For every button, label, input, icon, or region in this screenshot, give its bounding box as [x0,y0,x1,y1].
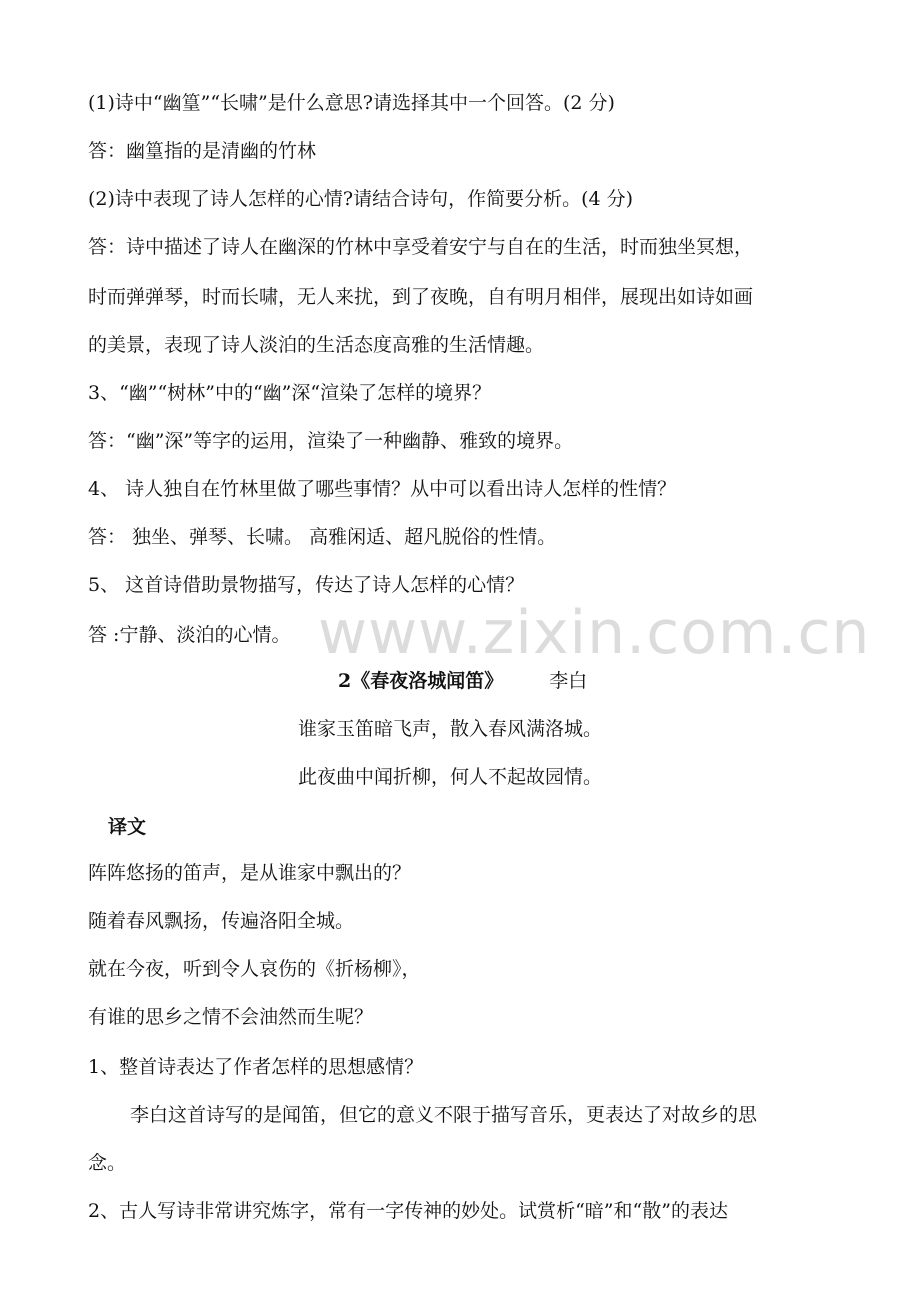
translation-heading: 译文 [108,816,147,838]
answer-poem-1-line1: 李白这首诗写的是闻笛，但它的意义不限于描写音乐，更表达了对故乡的思 [130,1104,758,1126]
question-4: 4、 诗人独自在竹林里做了哪些事情？从中可以看出诗人怎样的性情？ [88,478,677,500]
answer-1-sub2-line1: 答：诗中描述了诗人在幽深的竹林中享受着安宁与自在的生活，时而独坐冥想， [88,236,754,258]
translation-line-1: 阵阵悠扬的笛声，是从谁家中飘出的？ [88,862,412,884]
poem-line-1: 谁家玉笛暗飞声，散入春风满洛城。 [298,718,603,740]
question-3: 3、“幽”“树林”中的“幽”深“渲染了怎样的境界？ [88,382,492,404]
poem-title-row [338,666,587,696]
answer-1-sub1: 答：幽篁指的是清幽的竹林 [88,140,317,162]
answer-3: 答：“幽”深”等字的运用，渲染了一种幽静、雅致的境界。 [88,430,574,452]
question-poem-2: 2、古人写诗非常讲究炼字，常有一字传神的妙处。试赏析“暗”和“散”的表达 [88,1200,728,1222]
translation-line-4: 有谁的思乡之情不会油然而生呢？ [88,1006,374,1028]
answer-1-sub2-line3: 的美景，表现了诗人淡泊的生活态度高雅的生活情趣。 [88,334,545,356]
question-1-sub2: (2)诗中表现了诗人怎样的心情?请结合诗句，作简要分析。(4 分) [88,188,634,210]
poem-title: 2《春夜洛城闻笛》 [338,670,504,692]
answer-4: 答： 独坐、弹琴、长啸。 高雅闲适、超凡脱俗的性情。 [88,526,557,548]
translation-line-3: 就在今夜，听到令人哀伤的《折杨柳》， [88,958,421,980]
translation-line-2: 随着春风飘扬，传遍洛阳全城。 [88,910,355,932]
question-1-sub1: (1)诗中“幽篁”“长啸”是什么意思?请选择其中一个回答。(2 分) [88,92,615,114]
answer-poem-1-line2: 念。 [88,1152,127,1174]
answer-5: 答 :宁静、淡泊的心情。 [88,624,291,646]
poem-author: 李白 [549,670,588,692]
watermark: www.zixin.com.cn [318,598,871,668]
answer-1-sub2-line2: 时而弹弹琴，时而长啸，无人来扰，到了夜晚，自有明月相伴，展现出如诗如画 [88,286,754,308]
question-poem-1: 1、整首诗表达了作者怎样的思想感情？ [88,1056,424,1078]
question-5: 5、 这首诗借助景物描写，传达了诗人怎样的心情？ [88,574,525,596]
poem-line-2: 此夜曲中闻折柳，何人不起故园情。 [298,766,603,788]
